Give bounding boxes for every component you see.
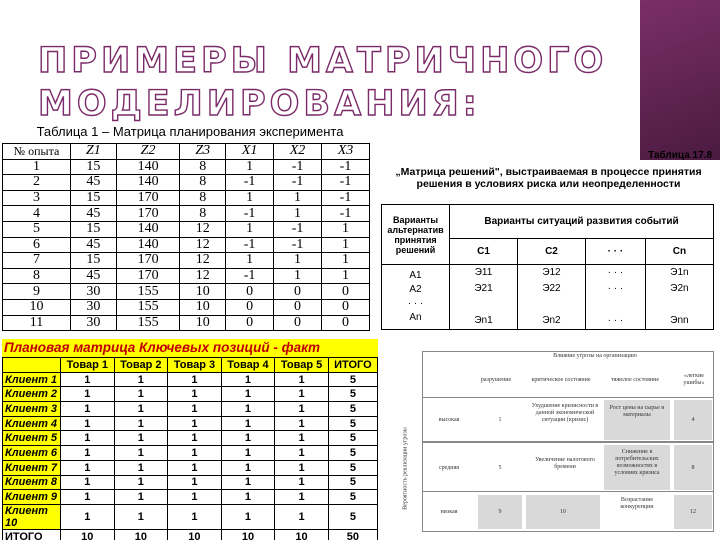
table-cell: 1	[221, 490, 275, 505]
table-cell: 1	[61, 416, 115, 431]
row-label-dots: · · ·	[407, 298, 424, 309]
table-cell: 30	[71, 299, 117, 315]
cell-number: 4	[691, 417, 695, 423]
table-cell: 1	[274, 268, 322, 284]
table-cell: -1	[226, 206, 274, 222]
experiment-plan-table	[2, 143, 370, 331]
threat-cell: Увеличение налогового бремени	[535, 457, 595, 470]
decision-matrix-caption: „Матрица решений", выстраиваемая в процессе принятия решения в условиях риска или неопределенности	[395, 166, 702, 190]
table-cell: 10	[3, 299, 71, 315]
table-cell: 1	[114, 460, 168, 475]
subheader-cell: · · ·	[585, 239, 645, 265]
table-cell: 1	[226, 221, 274, 237]
table-cell: 12	[180, 221, 226, 237]
table-cell: 1	[114, 372, 168, 387]
table-cell: 8	[180, 206, 226, 222]
table-cell: 0	[274, 299, 322, 315]
row-label: высокая	[438, 417, 460, 423]
cell-value: Э1n	[670, 267, 689, 278]
table-row	[3, 237, 370, 253]
cell-value: Э22	[542, 283, 561, 294]
col-label: тяжелое состояние	[610, 377, 659, 383]
table-cell: 50	[328, 529, 377, 540]
table-cell: -1	[322, 206, 370, 222]
table-cell: 15	[71, 221, 117, 237]
table-cell: 155	[116, 299, 180, 315]
table-cell: -1	[226, 237, 274, 253]
cell-number: 8	[691, 465, 695, 471]
table-cell: 5	[328, 372, 377, 387]
header-cell: № опыта	[3, 144, 71, 160]
table-cell: -1	[274, 159, 322, 175]
cell-number: 10	[560, 509, 566, 515]
table-row	[3, 221, 370, 237]
table-row	[3, 159, 370, 175]
table-cell: 1	[114, 387, 168, 402]
table-cell	[517, 265, 585, 330]
table-row	[3, 431, 378, 446]
table-cell: 5	[328, 416, 377, 431]
table-cell: 8	[3, 268, 71, 284]
table-cell: 1	[221, 504, 275, 529]
header-cell: ИТОГО	[328, 358, 377, 373]
table-cell: 1	[3, 159, 71, 175]
table-cell: 170	[116, 190, 180, 206]
header-cell: X3	[322, 144, 370, 160]
header-cell: Товар 1	[61, 358, 115, 373]
table-row	[382, 265, 714, 330]
table-cell: 5	[328, 446, 377, 461]
cell-value: · · ·	[607, 267, 624, 278]
table-cell: 5	[328, 387, 377, 402]
table-cell: 1	[114, 402, 168, 417]
header-cell: X2	[274, 144, 322, 160]
table-cell: 11	[3, 315, 71, 331]
table-cell: 1	[322, 237, 370, 253]
header-cell: Товар 4	[221, 358, 275, 373]
table-cell: 155	[116, 284, 180, 300]
table-row	[3, 504, 378, 529]
table-cell: 1	[168, 504, 222, 529]
table-cell: -1	[322, 190, 370, 206]
table-cell: 0	[322, 284, 370, 300]
table-cell: Клиент 4	[3, 416, 61, 431]
header-cell: Товар 3	[168, 358, 222, 373]
table-header-row	[382, 205, 714, 239]
table-cell: 140	[116, 175, 180, 191]
table-cell: 1	[221, 431, 275, 446]
table-cell: 5	[328, 475, 377, 490]
table-cell: 1	[168, 416, 222, 431]
table-cell: 5	[3, 221, 71, 237]
table-cell: 1	[61, 431, 115, 446]
table-cell: 8	[180, 175, 226, 191]
table-row	[3, 315, 370, 331]
page-title: ПРИМЕРЫ МАТРИЧНОГО МОДЕЛИРОВАНИЯ:	[38, 41, 608, 124]
col-label: критическое состояние	[531, 377, 591, 383]
table-cell: 15	[71, 159, 117, 175]
table-cell: Клиент 9	[3, 490, 61, 505]
table-cell: -1	[274, 175, 322, 191]
table-cell: 1	[61, 387, 115, 402]
table-cell	[645, 265, 713, 330]
table-cell: 8	[180, 190, 226, 206]
table-cell: 45	[71, 206, 117, 222]
table-cell: 1	[168, 431, 222, 446]
key-positions-table	[2, 357, 378, 540]
table-row	[3, 190, 370, 206]
table-cell: 7	[3, 253, 71, 269]
table-cell: 170	[116, 253, 180, 269]
table-cell: 10	[180, 284, 226, 300]
table-cell: 5	[328, 504, 377, 529]
subheader-cell: C2	[517, 239, 585, 265]
table-cell: 1	[114, 504, 168, 529]
table-cell: 0	[226, 315, 274, 331]
threat-cell: Ухудшение кризисности в данной экономической ситуации (кризис)	[531, 403, 599, 423]
header-cell: X1	[226, 144, 274, 160]
subheader-cell: Cn	[645, 239, 713, 265]
table-cell: 0	[322, 299, 370, 315]
table-cell: 1	[221, 416, 275, 431]
matrix-top-label: Влияние угрозы на организацию	[553, 353, 637, 359]
table-cell: Клиент 7	[3, 460, 61, 475]
table-cell: Клиент 6	[3, 446, 61, 461]
table-row	[3, 268, 370, 284]
table-cell: 5	[328, 490, 377, 505]
table-cell: 1	[275, 504, 329, 529]
row-label: средняя	[438, 465, 460, 471]
table-cell: 0	[226, 284, 274, 300]
table-cell: Клиент 1	[3, 372, 61, 387]
header-cell: Товар 2	[114, 358, 168, 373]
table-cell: 1	[114, 446, 168, 461]
table-row	[3, 253, 370, 269]
table-cell: 1	[114, 475, 168, 490]
table-cell: 140	[116, 237, 180, 253]
table-cell: 5	[328, 402, 377, 417]
col-label: разрушение	[480, 377, 512, 383]
table-cell: 1	[168, 490, 222, 505]
cell-value: Э21	[474, 283, 493, 294]
table-cell: 2	[3, 175, 71, 191]
situations-header: Варианты ситуаций развития событий	[450, 205, 714, 239]
side-label: Вероятность реализации угрозы	[402, 427, 409, 510]
table-cell: 1	[322, 221, 370, 237]
table-cell: 0	[274, 315, 322, 331]
table-cell: 1	[114, 490, 168, 505]
table-cell: 5	[328, 431, 377, 446]
table-cell: 1	[61, 475, 115, 490]
col-label: «легкие ушибы»	[683, 373, 705, 386]
table-cell: 170	[116, 268, 180, 284]
table-cell: 10	[180, 315, 226, 331]
threat-matrix	[386, 345, 716, 535]
table-cell: 1	[274, 253, 322, 269]
table-cell: 45	[71, 175, 117, 191]
row-label-a1: A1	[409, 270, 422, 281]
table-cell: 1	[114, 416, 168, 431]
table-cell: 0	[322, 315, 370, 331]
table-cell: 1	[226, 253, 274, 269]
table-row	[3, 284, 370, 300]
table-cell: 1	[61, 504, 115, 529]
table-cell: 155	[116, 315, 180, 331]
threat-cell: Снижение в потребительских возможностях в условиях кризиса	[614, 449, 660, 476]
key-positions-title: Плановая матрица Ключевых позиций - факт	[2, 339, 378, 357]
table-cell: Клиент 2	[3, 387, 61, 402]
cell-value: Эn2	[542, 315, 561, 326]
table-cell: 10	[180, 299, 226, 315]
table-cell: 1	[221, 372, 275, 387]
table-cell: -1	[226, 268, 274, 284]
table-cell: Клиент 3	[3, 402, 61, 417]
table-cell: 1	[221, 387, 275, 402]
table-cell: 4	[3, 206, 71, 222]
table-cell: 9	[3, 284, 71, 300]
cell-value: · · ·	[607, 315, 624, 326]
table-cell: 1	[275, 475, 329, 490]
table-cell: 1	[275, 416, 329, 431]
corner-cell	[422, 351, 476, 397]
table-cell: 1	[168, 372, 222, 387]
table-header-row	[3, 144, 370, 160]
table-row	[3, 490, 378, 505]
table-cell: 1	[221, 460, 275, 475]
table-cell: 140	[116, 221, 180, 237]
table-cell: 12	[180, 237, 226, 253]
table-row	[3, 387, 378, 402]
table-cell: -1	[226, 175, 274, 191]
table-header-row	[3, 358, 378, 373]
total-row	[3, 529, 378, 540]
table-cell: 1	[61, 460, 115, 475]
table-cell: 8	[180, 159, 226, 175]
table-cell: 170	[116, 206, 180, 222]
cell-number: 12	[690, 509, 696, 515]
table-cell: 0	[226, 299, 274, 315]
table-cell: 10	[168, 529, 222, 540]
decision-matrix	[381, 148, 716, 330]
cell-value: Э11	[474, 267, 493, 278]
table-cell: 1	[61, 490, 115, 505]
cell-value: Э2n	[670, 283, 689, 294]
cell-value: Э12	[542, 267, 561, 278]
table-cell: 1	[114, 431, 168, 446]
table-cell: Клиент 10	[3, 504, 61, 529]
table-cell: 1	[226, 159, 274, 175]
table-row	[3, 402, 378, 417]
table-cell: 1	[168, 446, 222, 461]
subheader-cell: C1	[450, 239, 518, 265]
table-cell: 6	[3, 237, 71, 253]
table-cell: 3	[3, 190, 71, 206]
alternatives-header: Варианты альтернатив принятия решений	[382, 205, 450, 265]
row-label: низкая	[440, 509, 458, 515]
table-cell: 1	[221, 475, 275, 490]
table-row	[3, 475, 378, 490]
table-cell	[450, 265, 518, 330]
header-cell: Z2	[116, 144, 180, 160]
table-cell: -1	[274, 221, 322, 237]
table-cell: 1	[275, 402, 329, 417]
table-cell: 1	[275, 431, 329, 446]
cell-number: 5	[498, 465, 502, 471]
table-cell: 12	[180, 253, 226, 269]
table-cell: 1	[275, 446, 329, 461]
table-cell: 15	[71, 190, 117, 206]
table-cell: 1	[274, 190, 322, 206]
table-cell: 1	[322, 268, 370, 284]
table-cell: -1	[322, 159, 370, 175]
table-cell: 1	[275, 460, 329, 475]
threat-cell: Возрастание конкуренции	[620, 497, 654, 510]
table-cell: -1	[274, 237, 322, 253]
table-row	[3, 416, 378, 431]
table-cell: 1	[274, 206, 322, 222]
table-cell: 1	[61, 372, 115, 387]
table-cell: 1	[275, 372, 329, 387]
threat-cell: Рост цены на сырье и материалы	[609, 405, 665, 418]
table-cell: 1	[322, 253, 370, 269]
table-row	[3, 206, 370, 222]
table-cell: 30	[71, 315, 117, 331]
table-row	[3, 175, 370, 191]
table-cell: 1	[221, 446, 275, 461]
table-row	[3, 299, 370, 315]
cell-value: Эnn	[670, 315, 689, 326]
table-cell: 10	[221, 529, 275, 540]
table-row	[3, 446, 378, 461]
row-label-a2: A2	[409, 284, 422, 295]
table-cell: 1	[275, 387, 329, 402]
table-row	[3, 372, 378, 387]
table-cell: 1	[168, 402, 222, 417]
cell-number: 1	[498, 417, 502, 423]
table-cell: 10	[275, 529, 329, 540]
table-cell: 10	[114, 529, 168, 540]
table-cell: 5	[328, 460, 377, 475]
table-row	[3, 460, 378, 475]
table-cell: 1	[168, 387, 222, 402]
table-cell: 1	[61, 446, 115, 461]
cell-number: 9	[498, 509, 502, 515]
table-number: Таблица 17.8	[648, 150, 712, 161]
table-cell: 12	[180, 268, 226, 284]
header-cell	[3, 358, 61, 373]
table-cell: Клиент 8	[3, 475, 61, 490]
table-cell: 45	[71, 268, 117, 284]
table-cell: 30	[71, 284, 117, 300]
table-cell: 1	[168, 475, 222, 490]
table-cell: 15	[71, 253, 117, 269]
table-cell: ИТОГО	[3, 529, 61, 540]
table-cell: 10	[61, 529, 115, 540]
table-cell	[585, 265, 645, 330]
table-cell: -1	[322, 175, 370, 191]
header-cell: Z3	[180, 144, 226, 160]
header-cell: Товар 5	[275, 358, 329, 373]
table-cell: 45	[71, 237, 117, 253]
table-cell: 140	[116, 159, 180, 175]
table1-caption: Таблица 1 – Матрица планирования эксперимента	[36, 124, 344, 139]
cell-value: · · ·	[607, 283, 624, 294]
row-label-an: An	[409, 312, 422, 323]
table-cell: 1	[226, 190, 274, 206]
table-cell: 1	[168, 460, 222, 475]
row-label	[382, 265, 450, 330]
table-cell: 0	[274, 284, 322, 300]
table-cell: 1	[61, 402, 115, 417]
decision-table	[381, 204, 714, 330]
table-cell: Клиент 5	[3, 431, 61, 446]
cell-value: Эn1	[474, 315, 493, 326]
table-cell: 1	[221, 402, 275, 417]
table-cell: 1	[275, 490, 329, 505]
header-cell: Z1	[71, 144, 117, 160]
